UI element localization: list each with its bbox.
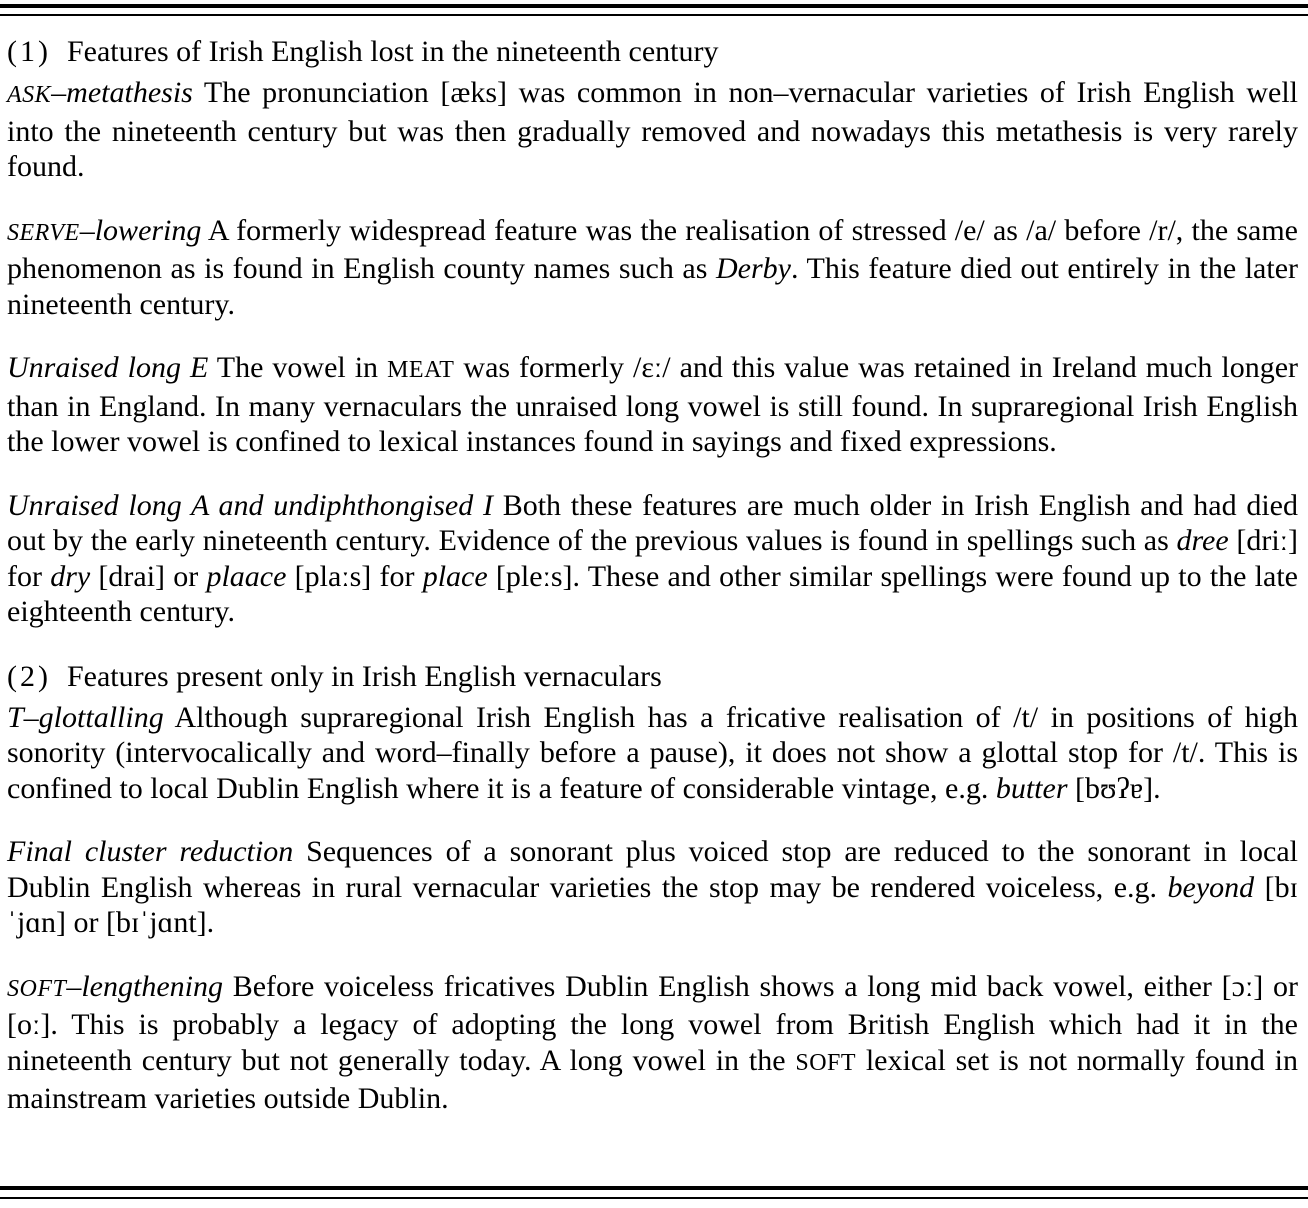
- example-title: Features present only in Irish English vernaculars: [66, 659, 662, 693]
- text-run: Before voiceless fricatives Dublin English shows a long mid back vowel, either [ɔː] or [oː]. This is probably a legacy of adopting the long vowel from British English which had it in the nineteenth century but not generally today. A long vowel in the: [7, 969, 1298, 1077]
- smallcaps-run: SOFT: [7, 975, 67, 1002]
- paragraph: [7, 213, 1298, 323]
- italic-run: butter: [995, 771, 1068, 805]
- text-run: [driː] for: [7, 524, 1299, 593]
- smallcaps-run: ASK: [7, 82, 52, 108]
- paragraph: [7, 75, 1298, 185]
- text-run: . This feature died out entirely in the later nineteenth century.: [7, 252, 1299, 321]
- italic-run: plaace: [206, 559, 287, 593]
- top-rule-thin: [0, 14, 1308, 16]
- italic-run: –lowering: [79, 213, 202, 247]
- italic-run: Unraised long E: [7, 351, 209, 384]
- text-run: A formerly widespread feature was the realisation of stressed /e/ as /a/ before /r/, the same phenomenon as is found in English county names such as: [7, 213, 1298, 285]
- text-run: [bʊʔɐ].: [1067, 771, 1161, 805]
- text-run: The pronunciation [æks] was common in non–vernacular varieties of Irish English well into the nineteenth century but was then gradually removed and nowadays this metathesis is very rarely found.: [7, 76, 1298, 183]
- text-run: [bɪˈjɑn] or [bɪˈjɑnt].: [7, 870, 1298, 939]
- paragraph: [7, 700, 1298, 807]
- example-heading: [7, 33, 1298, 71]
- paragraph: [7, 488, 1298, 630]
- example-number: (1): [7, 35, 51, 68]
- text-run: The vowel in: [208, 351, 388, 384]
- smallcaps-run: SERVE: [7, 219, 80, 246]
- text-run: [drai] or: [90, 559, 207, 593]
- text-run: Sequences of a sonorant plus voiced stop are reduced to the sonorant in local Dublin English whereas in rural vernacular varieties the stop may be rendered voiceless, e.g.: [7, 835, 1298, 904]
- smallcaps-run: MEAT: [387, 357, 455, 383]
- bottom-rule-thin: [0, 1197, 1308, 1199]
- paragraph: [7, 969, 1298, 1117]
- italic-run: dree: [1176, 524, 1229, 557]
- italic-run: T–glottalling: [7, 700, 164, 734]
- paragraph: [7, 350, 1298, 460]
- italic-run: –lengthening: [66, 969, 223, 1003]
- italic-run: Derby: [715, 252, 791, 285]
- text-run: was formerly /ɛː/ and this value was retained in Ireland much longer than in England. In many vernaculars the unraised long vowel is still found. In supraregional Irish English the lower vowel is confined to lexical instances found in sayings and fixed expressions.: [7, 351, 1299, 458]
- text-run: Both these features are much older in Irish English and had died out by the early nineteenth century. Evidence of the previous values is found in spellings such as: [7, 488, 1298, 557]
- paragraph: [7, 834, 1298, 941]
- italic-run: beyond: [1167, 870, 1255, 904]
- italic-run: –metathesis: [51, 76, 193, 109]
- bottom-rule-thick: [0, 1186, 1308, 1190]
- example-title: Features of Irish English lost in the nineteenth century: [66, 35, 719, 68]
- italic-run: place: [422, 559, 488, 593]
- italic-run: dry: [50, 559, 91, 593]
- smallcaps-run: SOFT: [795, 1049, 857, 1076]
- text-run: Although supraregional Irish English has a fricative realisation of /t/ in positions of high sonority (intervocalically and word–finally before a pause), it does not show a glottal stop for /t/. This is confined to local Dublin English where it is a feature of considerable vintage, e.g.: [7, 700, 1298, 805]
- italic-run: Final cluster reduction: [7, 835, 294, 868]
- example-number: (2): [7, 659, 51, 693]
- text-run: [plaːs] for: [286, 559, 423, 593]
- text-run: [pleːs]. These and other similar spellings were found up to the late eighteenth century.: [7, 559, 1298, 628]
- text-run: lexical set is not normally found in mainstream varieties outside Dublin.: [7, 1043, 1298, 1115]
- top-rule-thick: [0, 4, 1308, 8]
- example-heading: [7, 658, 1298, 696]
- document-body: [7, 33, 1298, 1117]
- italic-run: Unraised long A and undiphthongised I: [7, 488, 493, 522]
